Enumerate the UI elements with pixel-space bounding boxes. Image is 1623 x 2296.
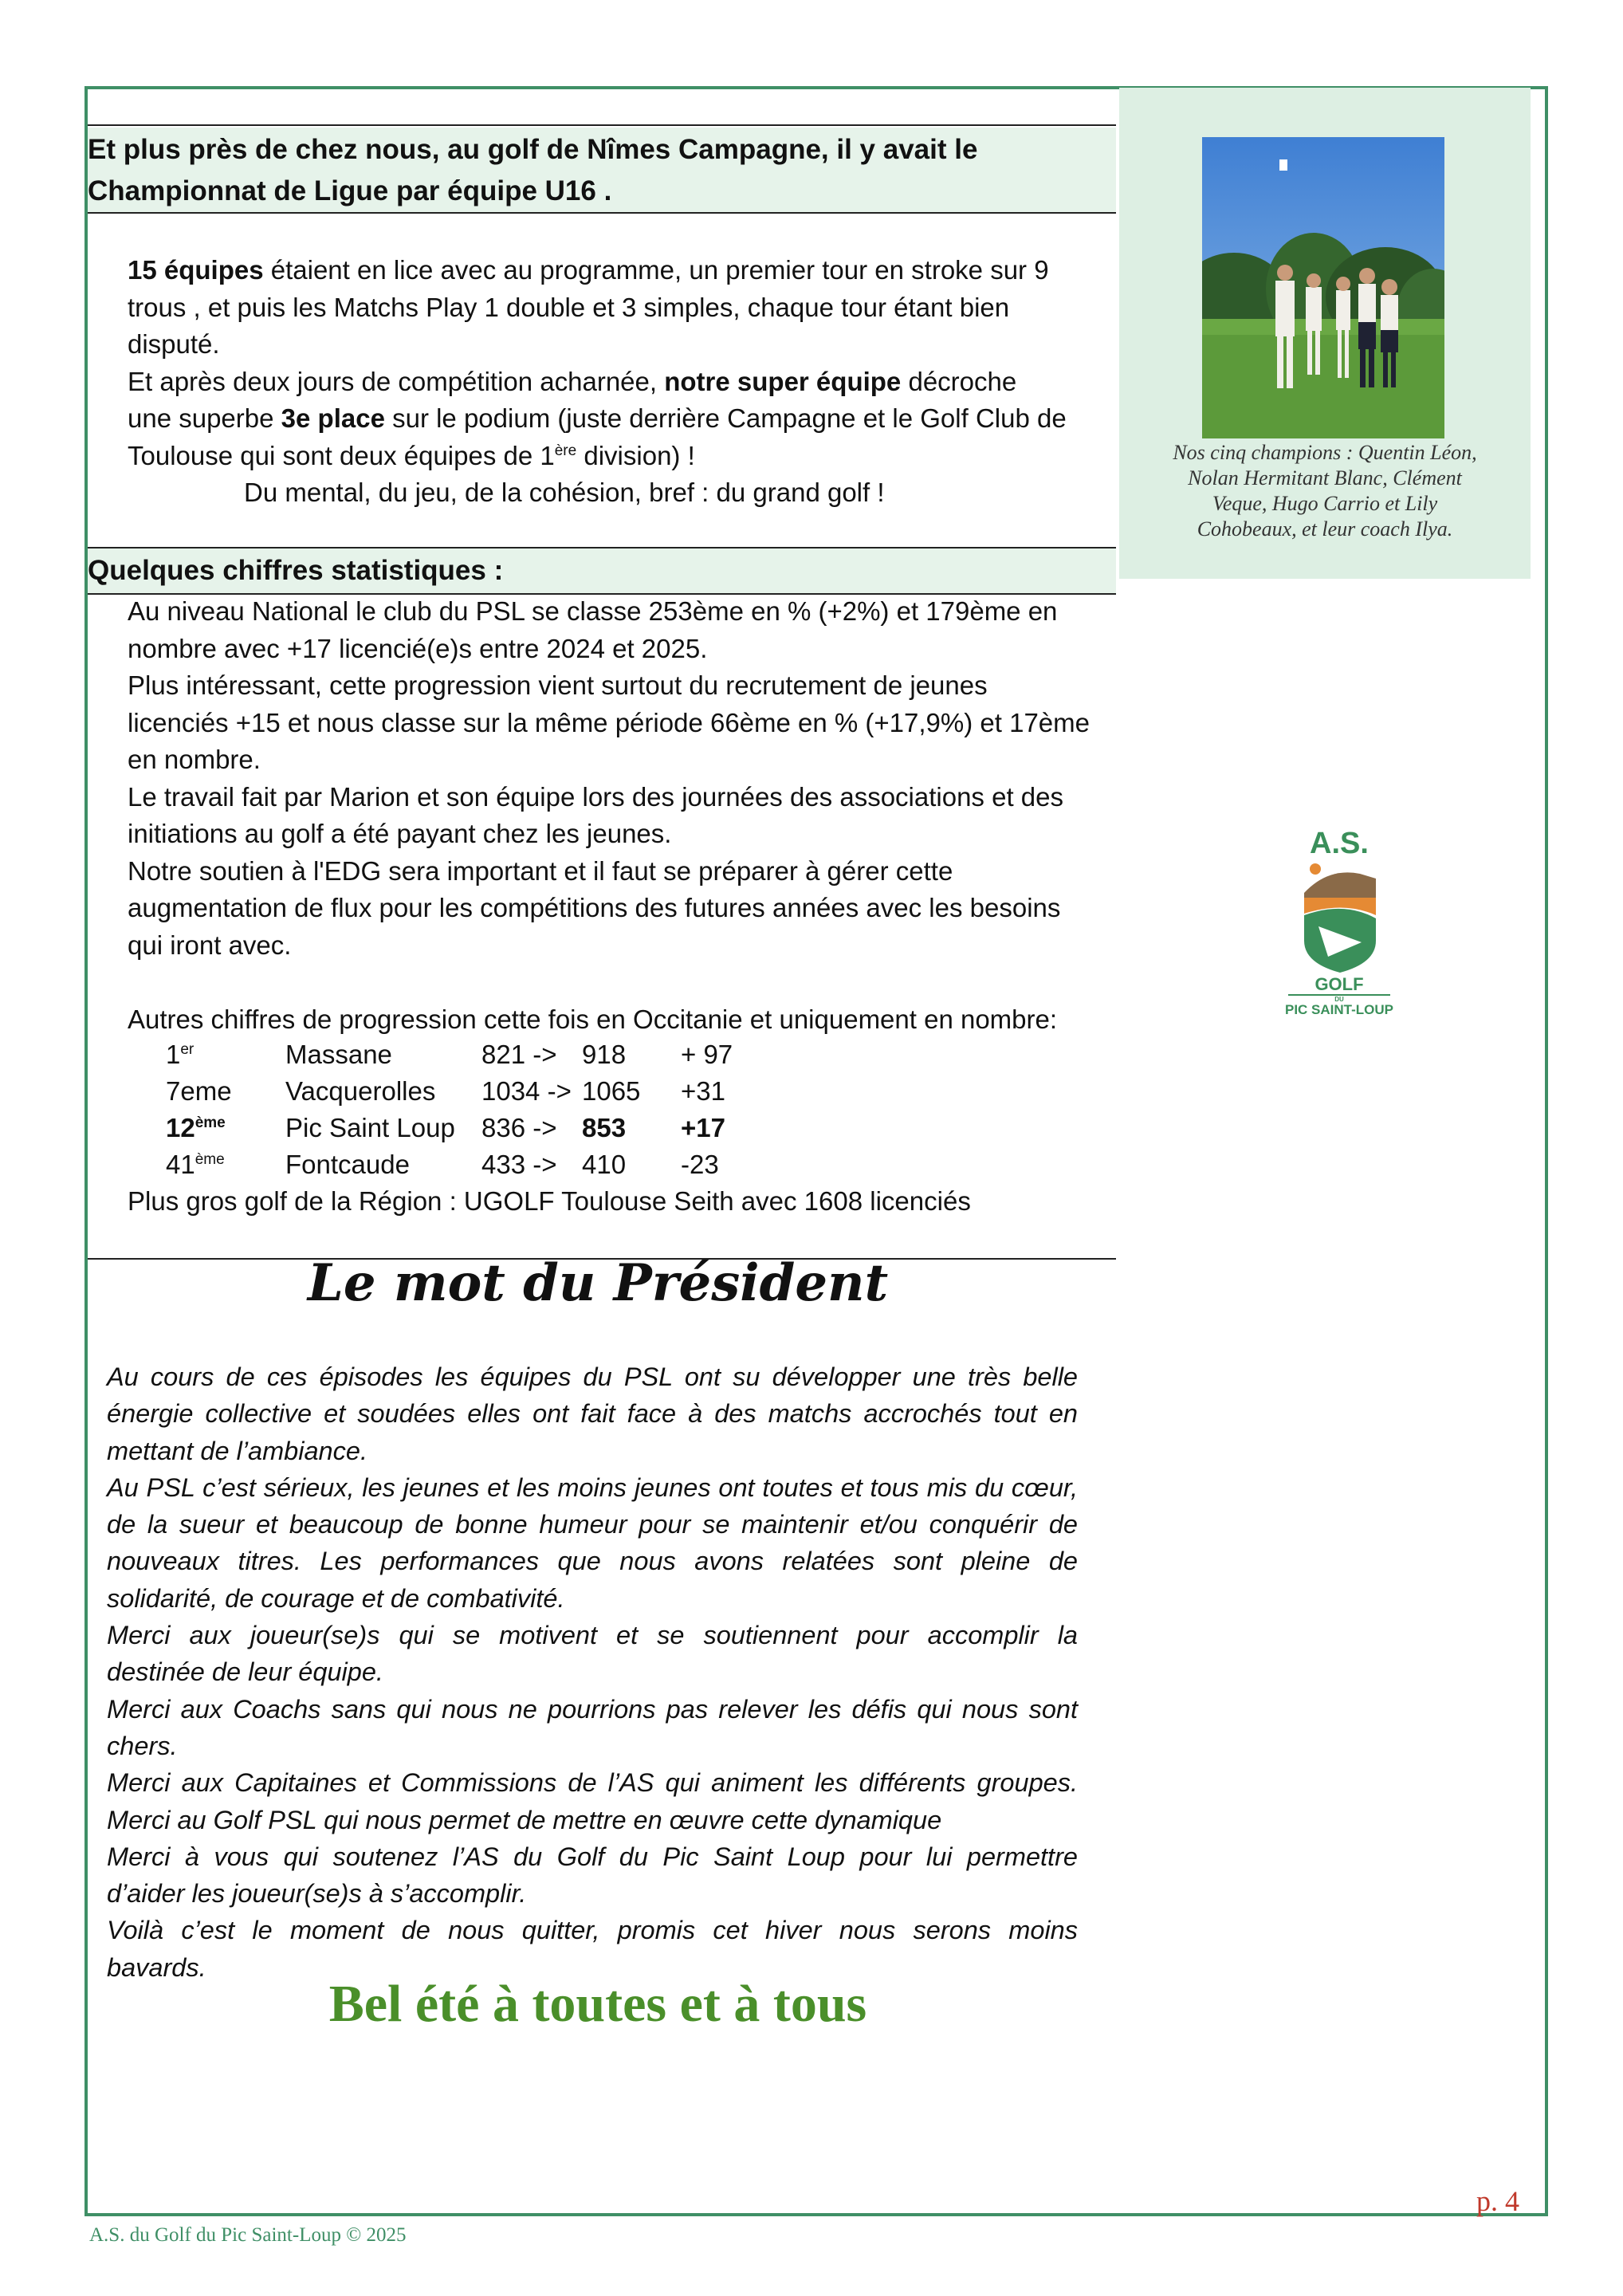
delta-cell: + 97 xyxy=(681,1040,733,1069)
text-line: Notre soutien à l'EDG sera important et il faut se préparer à gérer cette xyxy=(128,855,953,886)
text: division) ! xyxy=(576,440,695,470)
section-heading xyxy=(88,129,1116,212)
to-cell: 1065 xyxy=(582,1076,641,1106)
text-line: Au niveau National le club du PSL se classe 253ème en % (+2%) et 179ème en xyxy=(128,596,1058,626)
club-cell: Massane xyxy=(285,1040,392,1069)
text-line: Merci aux joueur(se)s qui se motivent et se soutiennent pour accomplir la xyxy=(107,1621,1078,1650)
text-line: destinée de leur équipe. xyxy=(107,1657,383,1687)
text-line: augmentation de flux pour les compétitions des futures années avec les besoins xyxy=(128,893,1061,922)
text-line: Voilà c’est le moment de nous quitter, promis cet hiver nous serons moins xyxy=(107,1916,1078,1945)
text-line: trous , et puis les Matchs Play 1 double et 3 simples, chaque tour étant bien xyxy=(128,292,1010,322)
text: Et après deux jours de compétition acharnée, xyxy=(128,366,665,396)
text-line: Merci à vous qui soutenez l’AS du Golf du Pic Saint Loup pour lui permettre xyxy=(107,1842,1078,1871)
text-line xyxy=(128,252,1067,289)
text-line xyxy=(128,364,1067,401)
text-line: nombre avec +17 licencié(e)s entre 2024 et 2025. xyxy=(128,633,708,663)
to-cell: 410 xyxy=(582,1150,627,1179)
text-line: initiations au golf a été payant chez les jeunes. xyxy=(128,819,672,848)
superscript: ème xyxy=(195,1151,225,1168)
text-line: bavards. xyxy=(107,1952,206,1982)
heading-line: Championnat de Ligue par équipe U16 . xyxy=(88,175,612,206)
to-cell: 853 xyxy=(582,1113,627,1142)
text-line: Plus intéressant, cette progression vient surtout du recrutement de jeunes xyxy=(128,670,988,700)
president-message xyxy=(107,1358,1078,1986)
superscript: ème xyxy=(195,1115,226,1131)
delta-cell: +17 xyxy=(681,1113,725,1142)
text-line: d’aider les joueur(se)s à s’accomplir. xyxy=(107,1879,527,1909)
photo-caption xyxy=(1132,440,1518,542)
text-line: Du mental, du jeu, de la cohésion, bref : du grand golf ! xyxy=(244,478,885,507)
biggest-club-line: Plus gros golf de la Région : UGOLF Toulouse Seith avec 1608 licenciés xyxy=(128,1186,971,1216)
footer-copyright: A.S. du Golf du Pic Saint-Loup © 2025 xyxy=(89,2224,407,2246)
rank-cell xyxy=(166,1036,194,1073)
text-line: mettant de l’ambiance. xyxy=(107,1436,367,1465)
text-line: nouveaux titres. Les performances que nous avons relatées sont pleine de xyxy=(107,1547,1078,1576)
text-line: en nombre. xyxy=(128,745,261,774)
text-line: licenciés +15 et nous classe sur la même période 66ème en % (+17,9%) et 17ème xyxy=(128,707,1090,737)
logo-as-text: A.S. xyxy=(1310,827,1369,860)
bold-text: 15 équipes xyxy=(128,255,264,285)
as-golf-logo xyxy=(1264,821,1414,1020)
superscript: er xyxy=(180,1041,195,1058)
from-cell: 836 -> xyxy=(481,1113,557,1142)
bold-text: 3e place xyxy=(281,403,385,433)
text-line: chers. xyxy=(107,1731,178,1760)
bold-text: notre super équipe xyxy=(664,366,902,396)
from-cell: 433 -> xyxy=(481,1150,557,1179)
blank-line xyxy=(128,964,1090,1001)
text-line: énergie collective et soudées elles ont fait face à des matchs accrochés tout en xyxy=(107,1399,1078,1429)
rank-cell xyxy=(166,1146,225,1183)
from-cell: 821 -> xyxy=(481,1040,557,1069)
to-cell: 918 xyxy=(582,1040,627,1069)
text-line: qui iront avec. xyxy=(128,930,292,960)
superscript: ère xyxy=(554,442,577,459)
divider xyxy=(88,124,1116,126)
text: décroche xyxy=(901,366,1017,396)
rank-text: 41 xyxy=(166,1150,195,1179)
caption-line: Cohobeaux, et leur coach Ilya. xyxy=(1197,517,1453,541)
rank-text: 12 xyxy=(166,1113,195,1142)
team-paragraph xyxy=(128,252,1067,512)
text: étaient en lice avec au programme, un premier tour en stroke sur 9 xyxy=(263,255,1049,285)
team-photo xyxy=(1202,137,1444,438)
text-line: Au cours de ces épisodes les équipes du PSL ont su développer une très belle xyxy=(107,1362,1078,1391)
text: sur le podium (juste derrière Campagne et le Golf Club de xyxy=(384,403,1067,433)
caption-line: Nos cinq champions : Quentin Léon, xyxy=(1173,441,1477,464)
logo-name-text: PIC SAINT-LOUP xyxy=(1284,1002,1394,1017)
caption-line: Veque, Hugo Carrio et Lily xyxy=(1212,492,1438,515)
text: une superbe xyxy=(128,403,281,433)
text: Toulouse qui sont deux équipes de 1 xyxy=(128,440,555,470)
page-number: p. 4 xyxy=(1476,2185,1519,2217)
delta-cell: +31 xyxy=(681,1076,725,1106)
text-line: Autres chiffres de progression cette fois en Occitanie et uniquement en nombre: xyxy=(128,1004,1058,1034)
caption-line: Nolan Hermitant Blanc, Clément xyxy=(1188,466,1462,489)
logo-golf-text: GOLF xyxy=(1315,974,1364,994)
text-line: Le travail fait par Marion et son équipe lors des journées des associations et des xyxy=(128,781,1063,812)
stats-paragraph xyxy=(128,593,1090,1038)
from-cell: 1034 -> xyxy=(481,1076,572,1106)
club-cell: Vacquerolles xyxy=(285,1076,436,1106)
club-cell: Fontcaude xyxy=(285,1150,410,1179)
club-cell: Pic Saint Loup xyxy=(285,1113,455,1142)
stats-heading: Quelques chiffres statistiques : xyxy=(88,555,504,586)
text-line: Merci aux Coachs sans qui nous ne pourrions pas relever les défis qui nous sont xyxy=(107,1694,1078,1724)
divider xyxy=(88,212,1116,214)
text-line: Merci aux Capitaines et Commissions de l’AS qui animent les différents groupes. xyxy=(107,1768,1078,1798)
rank-cell: 7eme xyxy=(166,1076,232,1106)
delta-cell: -23 xyxy=(681,1150,719,1179)
text-line: Au PSL c’est sérieux, les jeunes et les moins jeunes ont toutes et tous mis du cœur, xyxy=(107,1472,1078,1502)
heading-line: Et plus près de chez nous, au golf de Nîmes Campagne, il y avait le xyxy=(88,134,978,165)
text-line: disputé. xyxy=(128,329,220,359)
text-line: de la sueur et beaucoup de bonne humeur pour se maintenir et/ou conquérir de xyxy=(107,1510,1078,1539)
text-line xyxy=(128,400,1067,438)
text-line xyxy=(128,438,1067,475)
closing-greeting: Bel été à toutes et à tous xyxy=(328,1975,867,2033)
rank-cell xyxy=(166,1110,226,1146)
text-line: Merci au Golf PSL qui nous permet de mettre en œuvre cette dynamique xyxy=(107,1805,942,1834)
logo-du-text: DU xyxy=(1334,996,1344,1003)
rank-text: 1 xyxy=(166,1040,181,1069)
text-line: solidarité, de courage et de combativité. xyxy=(107,1583,565,1613)
president-title: Le mot du Président xyxy=(307,1253,889,1313)
